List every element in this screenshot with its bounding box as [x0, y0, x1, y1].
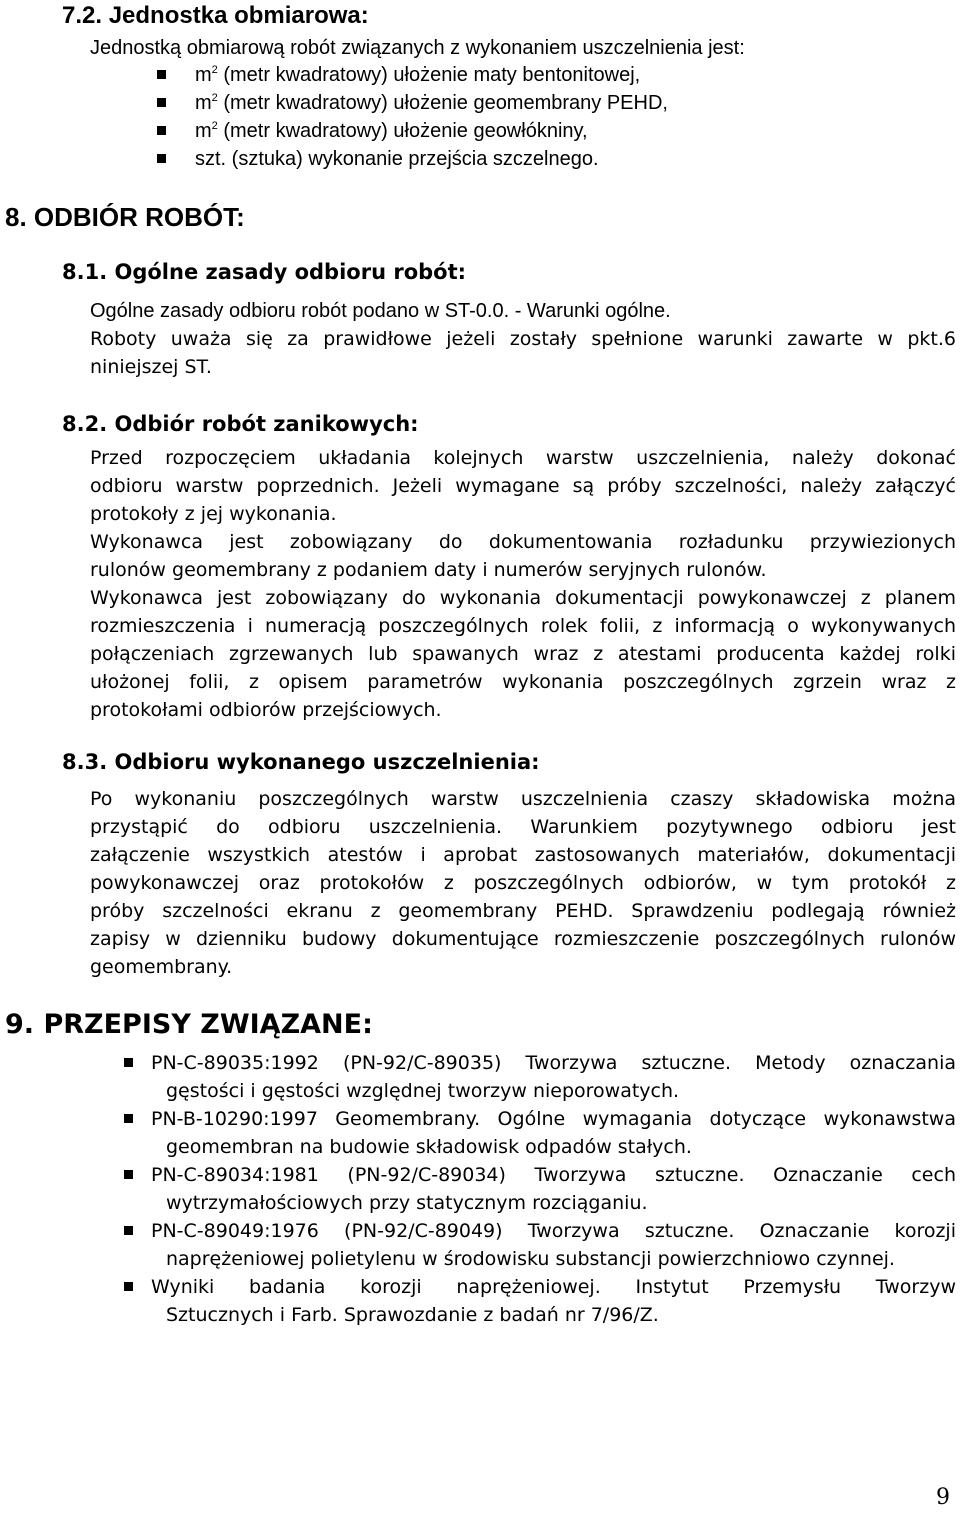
- paragraph-line: połączeniach zgrzewanych lub spawanych wraz z atestami producenta każdej rolki: [90, 643, 956, 665]
- unit-list-item: [195, 145, 599, 173]
- paragraph-line: ułożonej folii, z opisem parametrów wykonania poszczególnych zgrzein wraz z: [90, 671, 956, 693]
- paragraph-line: geomembrany.: [90, 956, 233, 978]
- bullet-icon: [157, 154, 166, 163]
- paragraph-line: Wykonawca jest zobowiązany do wykonania dokumentacji powykonawczej z planem: [90, 587, 956, 609]
- paragraph-line: załączenie wszystkich atestów i aprobat zastosowanych materiałów, dokumentacji: [90, 844, 956, 866]
- section-8-1-line: Ogólne zasady odbioru robót podano w ST-0.0. - Warunki ogólne.: [90, 300, 671, 322]
- bullet-icon: [124, 1226, 133, 1235]
- bullet-icon: [124, 1058, 133, 1067]
- unit-symbol: m: [195, 92, 212, 114]
- standard-line: gęstości i gęstości względnej tworzyw nieporowatych.: [166, 1080, 680, 1102]
- paragraph-line: próby szczelności ekranu z geomembrany PEHD. Sprawdzeniu podlegają również: [90, 900, 956, 922]
- unit-description: (sztuka) wykonanie przejścia szczelnego.: [226, 148, 599, 170]
- paragraph-line: Po wykonaniu poszczególnych warstw uszczelnienia czaszy składowiska można: [90, 788, 956, 810]
- standard-line: PN-C-89035:1992 (PN-92/C-89035) Tworzywa sztuczne. Metody oznaczania: [151, 1052, 956, 1074]
- unit-list-item: [195, 117, 588, 145]
- paragraph-line: powykonawczej oraz protokołów z poszczególnych odbiorów, w tym protokół z: [90, 872, 956, 894]
- section-8-1-heading: 8.1. Ogólne zasady odbioru robót:: [62, 260, 467, 284]
- unit-description: (metr kwadratowy) ułożenie maty bentonitowej,: [217, 64, 641, 86]
- bullet-icon: [157, 126, 166, 135]
- paragraph-line: rulonów geomembrany z podaniem daty i numerów seryjnych rulonów.: [90, 559, 767, 581]
- paragraph-line: rozmieszczenia i numeracją poszczególnych rolek folii, z informacją o wykonywanych: [90, 615, 956, 637]
- section-8-3-heading: 8.3. Odbioru wykonanego uszczelnienia:: [62, 750, 540, 774]
- section-7-2-intro: Jednostką obmiarową robót związanych z wykonaniem uszczelnienia jest:: [90, 37, 745, 59]
- paragraph-line: Przed rozpoczęciem układania kolejnych warstw uszczelnienia, należy dokonać: [90, 447, 956, 469]
- paragraph-line: odbioru warstw poprzednich. Jeżeli wymagane są próby szczelności, należy załączyć: [90, 475, 956, 497]
- bullet-icon: [124, 1114, 133, 1123]
- unit-list-item: [195, 61, 640, 89]
- standard-line: wytrzymałościowych przy statycznym rozciąganiu.: [166, 1192, 648, 1214]
- standard-line: PN-B-10290:1997 Geomembrany. Ogólne wymagania dotyczące wykonawstwa: [151, 1108, 956, 1130]
- bullet-icon: [157, 98, 166, 107]
- page-number: 9: [936, 1485, 950, 1510]
- standard-line: naprężeniowej polietylenu w środowisku substancji powierzchniowo czynnej.: [166, 1248, 895, 1270]
- paragraph-line: protokoły z jej wykonania.: [90, 503, 337, 525]
- paragraph-line: Wykonawca jest zobowiązany do dokumentowania rozładunku przywiezionych: [90, 531, 956, 553]
- unit-exponent: 2: [211, 64, 218, 76]
- unit-symbol: m: [195, 120, 212, 142]
- bullet-icon: [124, 1170, 133, 1179]
- standard-line: Sztucznych i Farb. Sprawozdanie z badań nr 7/96/Z.: [166, 1304, 659, 1326]
- standard-line: geomembran na budowie składowisk odpadów stałych.: [166, 1136, 692, 1158]
- unit-exponent: 2: [211, 92, 218, 104]
- section-8-2-heading: 8.2. Odbiór robót zanikowych:: [62, 412, 419, 436]
- section-7-2-heading: 7.2. Jednostka obmiarowa:: [62, 2, 369, 29]
- paragraph-line: zapisy w dzienniku budowy dokumentujące rozmieszczenie poszczególnych rulonów: [90, 928, 956, 950]
- standard-line: PN-C-89049:1976 (PN-92/C-89049) Tworzywa sztuczne. Oznaczanie korozji: [151, 1220, 956, 1242]
- unit-description: (metr kwadratowy) ułożenie geomembrany PEHD,: [217, 92, 668, 114]
- standard-line: PN-C-89034:1981 (PN-92/C-89034) Tworzywa sztuczne. Oznaczanie cech: [151, 1164, 956, 1186]
- standard-line: Wyniki badania korozji naprężeniowej. Instytut Przemysłu Tworzyw: [151, 1276, 956, 1298]
- unit-symbol: szt.: [195, 148, 227, 170]
- bullet-icon: [124, 1282, 133, 1291]
- section-8-heading: 8. ODBIÓR ROBÓT:: [5, 202, 245, 232]
- section-8-1-line: niniejszej ST.: [90, 356, 212, 378]
- unit-exponent: 2: [211, 120, 218, 132]
- paragraph-line: protokołami odbiorów przejściowych.: [90, 699, 442, 721]
- section-9-heading: 9. PRZEPISY ZWIĄZANE:: [5, 1009, 373, 1040]
- unit-symbol: m: [195, 64, 212, 86]
- bullet-icon: [157, 70, 166, 79]
- unit-list-item: [195, 89, 668, 117]
- paragraph-line: przystąpić do odbioru uszczelnienia. Warunkiem pozytywnego odbioru jest: [90, 816, 956, 838]
- section-8-1-line: Roboty uważa się za prawidłowe jeżeli zostały spełnione warunki zawarte w pkt.6: [90, 328, 956, 350]
- unit-description: (metr kwadratowy) ułożenie geowłókniny,: [217, 120, 588, 142]
